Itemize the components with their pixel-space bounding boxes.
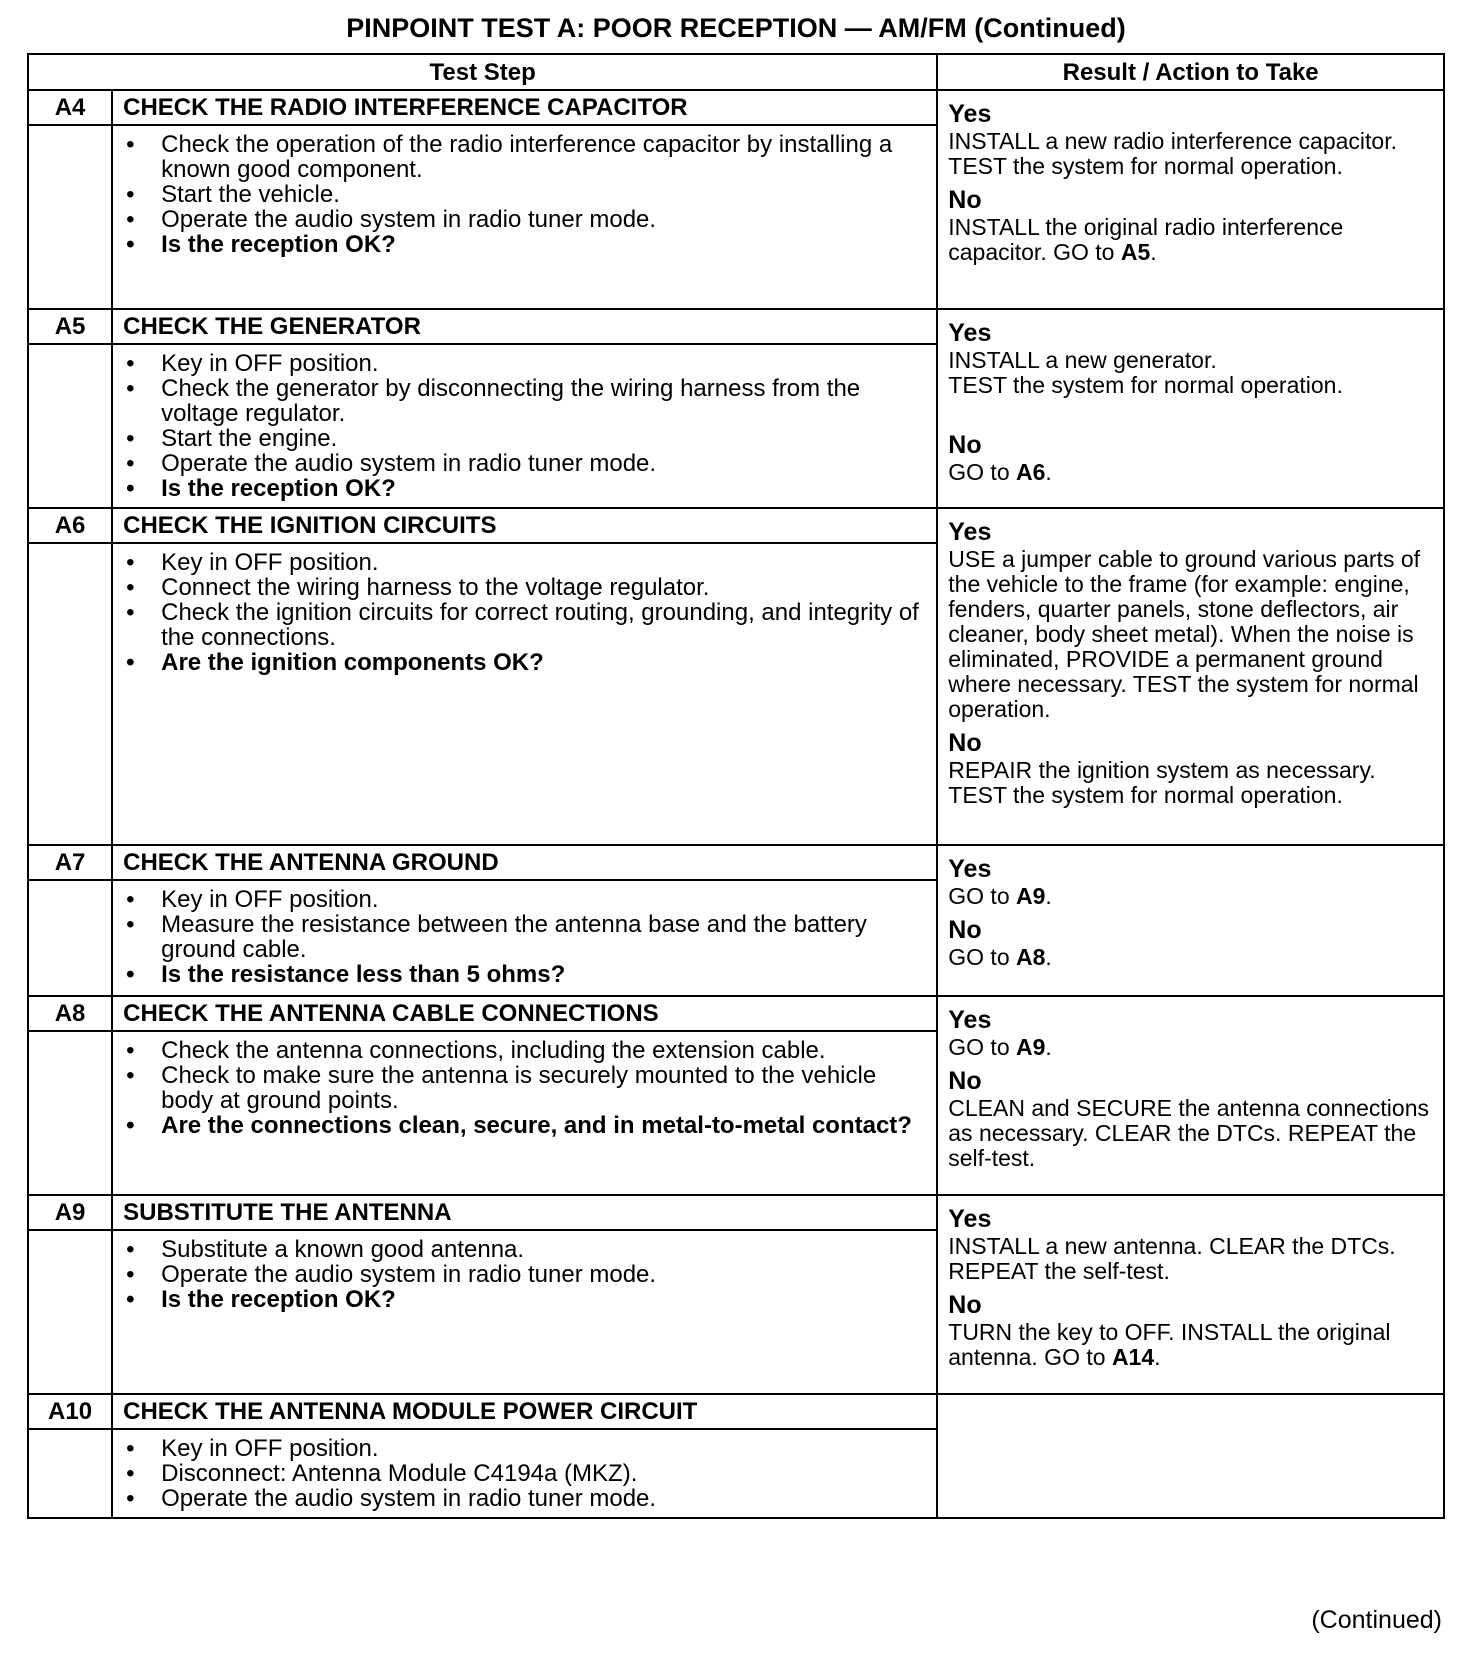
result-yes-end: . bbox=[1045, 883, 1052, 909]
step-result bbox=[937, 90, 1444, 309]
result-no-label: No bbox=[948, 729, 982, 757]
step-result bbox=[937, 1394, 1444, 1518]
step-row-a4 bbox=[28, 90, 1444, 125]
step-instructions bbox=[112, 125, 937, 309]
step-row-a6 bbox=[28, 508, 1444, 543]
step-bullet: • Check the operation of the radio interference capacitor by installing a known good component. bbox=[113, 132, 920, 182]
step-row-a5 bbox=[28, 309, 1444, 344]
step-bullet: • Disconnect: Antenna Module C4194a (MKZ). bbox=[113, 1461, 920, 1486]
step-bullet-list bbox=[113, 132, 936, 257]
step-bullet: • Start the engine. bbox=[113, 426, 920, 451]
result-no-end: . bbox=[1154, 1344, 1161, 1370]
result-no-text bbox=[948, 945, 1433, 970]
step-question: • Is the reception OK? bbox=[113, 232, 920, 257]
step-title: CHECK THE RADIO INTERFERENCE CAPACITOR bbox=[112, 90, 937, 125]
step-id: A10 bbox=[28, 1394, 112, 1429]
result-no-text bbox=[948, 1096, 1433, 1171]
result-no-action: INSTALL the original radio interference capacitor. GO to bbox=[948, 214, 1344, 265]
result-yes-text bbox=[948, 129, 1433, 179]
step-bullet: • Connect the wiring harness to the voltage regulator. bbox=[113, 575, 920, 600]
step-result bbox=[937, 508, 1444, 845]
result-no-label: No bbox=[948, 916, 982, 944]
step-id: A6 bbox=[28, 508, 112, 543]
step-bullet: • Operate the audio system in radio tuner mode. bbox=[113, 1262, 920, 1287]
step-id-spacer bbox=[28, 880, 112, 996]
step-bullet-list bbox=[113, 887, 936, 987]
result-yes-label: Yes bbox=[948, 518, 992, 546]
result-no-label: No bbox=[948, 186, 982, 214]
step-bullet-list bbox=[113, 351, 936, 501]
step-row-a9 bbox=[28, 1195, 1444, 1230]
result-yes-label: Yes bbox=[948, 100, 992, 128]
step-question: • Is the reception OK? bbox=[113, 1287, 920, 1312]
step-title: CHECK THE GENERATOR bbox=[112, 309, 937, 344]
header-test-step: Test Step bbox=[28, 54, 937, 90]
step-result bbox=[937, 845, 1444, 996]
step-bullet: • Key in OFF position. bbox=[113, 550, 920, 575]
page-title: PINPOINT TEST A: POOR RECEPTION — AM/FM (Continued) bbox=[346, 13, 1126, 43]
step-result bbox=[937, 996, 1444, 1195]
result-no-action: TURN the key to OFF. INSTALL the original antenna. GO to bbox=[948, 1319, 1391, 1370]
result-yes-text bbox=[948, 348, 1433, 398]
result-yes-text bbox=[948, 1234, 1433, 1284]
step-bullet: • Measure the resistance between the antenna base and the battery ground cable. bbox=[113, 912, 920, 962]
step-bullet-list bbox=[113, 1237, 936, 1312]
step-instructions bbox=[112, 344, 937, 508]
step-instructions bbox=[112, 880, 937, 996]
result-yes-text bbox=[948, 884, 1433, 909]
result-yes-label: Yes bbox=[948, 319, 992, 347]
step-title: CHECK THE ANTENNA MODULE POWER CIRCUIT bbox=[112, 1394, 937, 1429]
result-no-goto-ref: A5 bbox=[1120, 239, 1151, 265]
result-yes-label: Yes bbox=[948, 1006, 992, 1034]
step-id: A8 bbox=[28, 996, 112, 1031]
step-id: A4 bbox=[28, 90, 112, 125]
result-yes-action: INSTALL a new antenna. CLEAR the DTCs. REPEAT the self-test. bbox=[948, 1233, 1396, 1284]
step-result bbox=[937, 1195, 1444, 1394]
result-yes-action: INSTALL a new generator. TEST the system for normal operation. bbox=[948, 347, 1343, 398]
step-bullet-list bbox=[113, 1436, 936, 1511]
step-row-a10 bbox=[28, 1394, 1444, 1429]
step-bullet: • Check the ignition circuits for correct routing, grounding, and integrity of the connections. bbox=[113, 600, 920, 650]
result-no-action: GO to bbox=[948, 459, 1017, 485]
step-instructions bbox=[112, 1429, 937, 1518]
result-no-end: . bbox=[1150, 239, 1157, 265]
step-id: A9 bbox=[28, 1195, 112, 1230]
result-yes-action: GO to bbox=[948, 1034, 1017, 1060]
step-question: • Are the connections clean, secure, and in metal-to-metal contact? bbox=[113, 1113, 920, 1138]
step-result bbox=[937, 309, 1444, 508]
result-no-label: No bbox=[948, 1291, 982, 1319]
step-question: • Is the resistance less than 5 ohms? bbox=[113, 962, 920, 987]
step-bullet: • Operate the audio system in radio tuner mode. bbox=[113, 1486, 920, 1511]
step-title: CHECK THE ANTENNA CABLE CONNECTIONS bbox=[112, 996, 937, 1031]
step-bullet: • Substitute a known good antenna. bbox=[113, 1237, 920, 1262]
step-id: A5 bbox=[28, 309, 112, 344]
step-id-spacer bbox=[28, 344, 112, 508]
result-no-label: No bbox=[948, 1067, 982, 1095]
result-no-text bbox=[948, 215, 1433, 265]
step-instructions bbox=[112, 1031, 937, 1195]
step-id: A7 bbox=[28, 845, 112, 880]
result-no-text bbox=[948, 758, 1433, 808]
table-body bbox=[28, 90, 1444, 1518]
result-yes-goto-ref: A9 bbox=[1016, 1034, 1046, 1060]
step-row-a7 bbox=[28, 845, 1444, 880]
step-instructions bbox=[112, 543, 937, 845]
continued-footer: (Continued) bbox=[1311, 1606, 1442, 1634]
result-no-goto-ref: A8 bbox=[1016, 944, 1046, 970]
step-bullet: • Check the antenna connections, including the extension cable. bbox=[113, 1038, 920, 1063]
step-instructions bbox=[112, 1230, 937, 1394]
result-no-text bbox=[948, 460, 1433, 485]
step-bullet: • Key in OFF position. bbox=[113, 887, 920, 912]
table-header-row bbox=[28, 54, 1444, 90]
result-yes-action: INSTALL a new radio interference capacitor. TEST the system for normal operation. bbox=[948, 128, 1398, 179]
result-no-label: No bbox=[948, 431, 982, 459]
result-yes-action: GO to bbox=[948, 883, 1017, 909]
result-no-goto-ref: A14 bbox=[1111, 1344, 1155, 1370]
result-no-end: . bbox=[1045, 459, 1052, 485]
step-id-spacer bbox=[28, 125, 112, 309]
result-no-action: CLEAN and SECURE the antenna connections as necessary. CLEAR the DTCs. REPEAT the self-test. bbox=[948, 1095, 1429, 1171]
step-bullet-list bbox=[113, 550, 936, 675]
step-bullet-list bbox=[113, 1038, 936, 1138]
result-no-goto-ref: A6 bbox=[1016, 459, 1046, 485]
step-row-a8 bbox=[28, 996, 1444, 1031]
result-yes-action: USE a jumper cable to ground various parts of the vehicle to the frame (for example: engine, fenders, quarter panels, stone deflectors, air cleaner, body sheet metal). When the noise is eliminated, PROVIDE a permanent ground where necessary. TEST the system for normal operation. bbox=[948, 546, 1421, 722]
step-bullet: • Check to make sure the antenna is securely mounted to the vehicle body at ground points. bbox=[113, 1063, 920, 1113]
result-yes-goto-ref: A9 bbox=[1016, 883, 1046, 909]
step-bullet: • Start the vehicle. bbox=[113, 182, 920, 207]
result-yes-text bbox=[948, 547, 1433, 722]
result-no-text bbox=[948, 1320, 1433, 1370]
step-bullet: • Operate the audio system in radio tuner mode. bbox=[113, 207, 920, 232]
step-question: • Are the ignition components OK? bbox=[113, 650, 920, 675]
step-id-spacer bbox=[28, 1230, 112, 1394]
step-bullet: • Operate the audio system in radio tuner mode. bbox=[113, 451, 920, 476]
result-yes-end: . bbox=[1045, 1034, 1052, 1060]
step-title: CHECK THE IGNITION CIRCUITS bbox=[112, 508, 937, 543]
step-id-spacer bbox=[28, 1031, 112, 1195]
step-bullet: • Check the generator by disconnecting the wiring harness from the voltage regulator. bbox=[113, 376, 920, 426]
result-yes-label: Yes bbox=[948, 1205, 992, 1233]
step-bullet: • Key in OFF position. bbox=[113, 351, 920, 376]
result-yes-text bbox=[948, 1035, 1433, 1060]
result-yes-label: Yes bbox=[948, 855, 992, 883]
pinpoint-test-table bbox=[27, 53, 1445, 1519]
header-result-action: Result / Action to Take bbox=[937, 54, 1444, 90]
step-bullet: • Key in OFF position. bbox=[113, 1436, 920, 1461]
step-id-spacer bbox=[28, 543, 112, 845]
step-question: • Is the reception OK? bbox=[113, 476, 920, 501]
step-title: CHECK THE ANTENNA GROUND bbox=[112, 845, 937, 880]
step-title: SUBSTITUTE THE ANTENNA bbox=[112, 1195, 937, 1230]
step-id-spacer bbox=[28, 1429, 112, 1518]
result-no-action: REPAIR the ignition system as necessary. TEST the system for normal operation. bbox=[948, 757, 1376, 808]
result-no-action: GO to bbox=[948, 944, 1017, 970]
result-no-end: . bbox=[1045, 944, 1052, 970]
